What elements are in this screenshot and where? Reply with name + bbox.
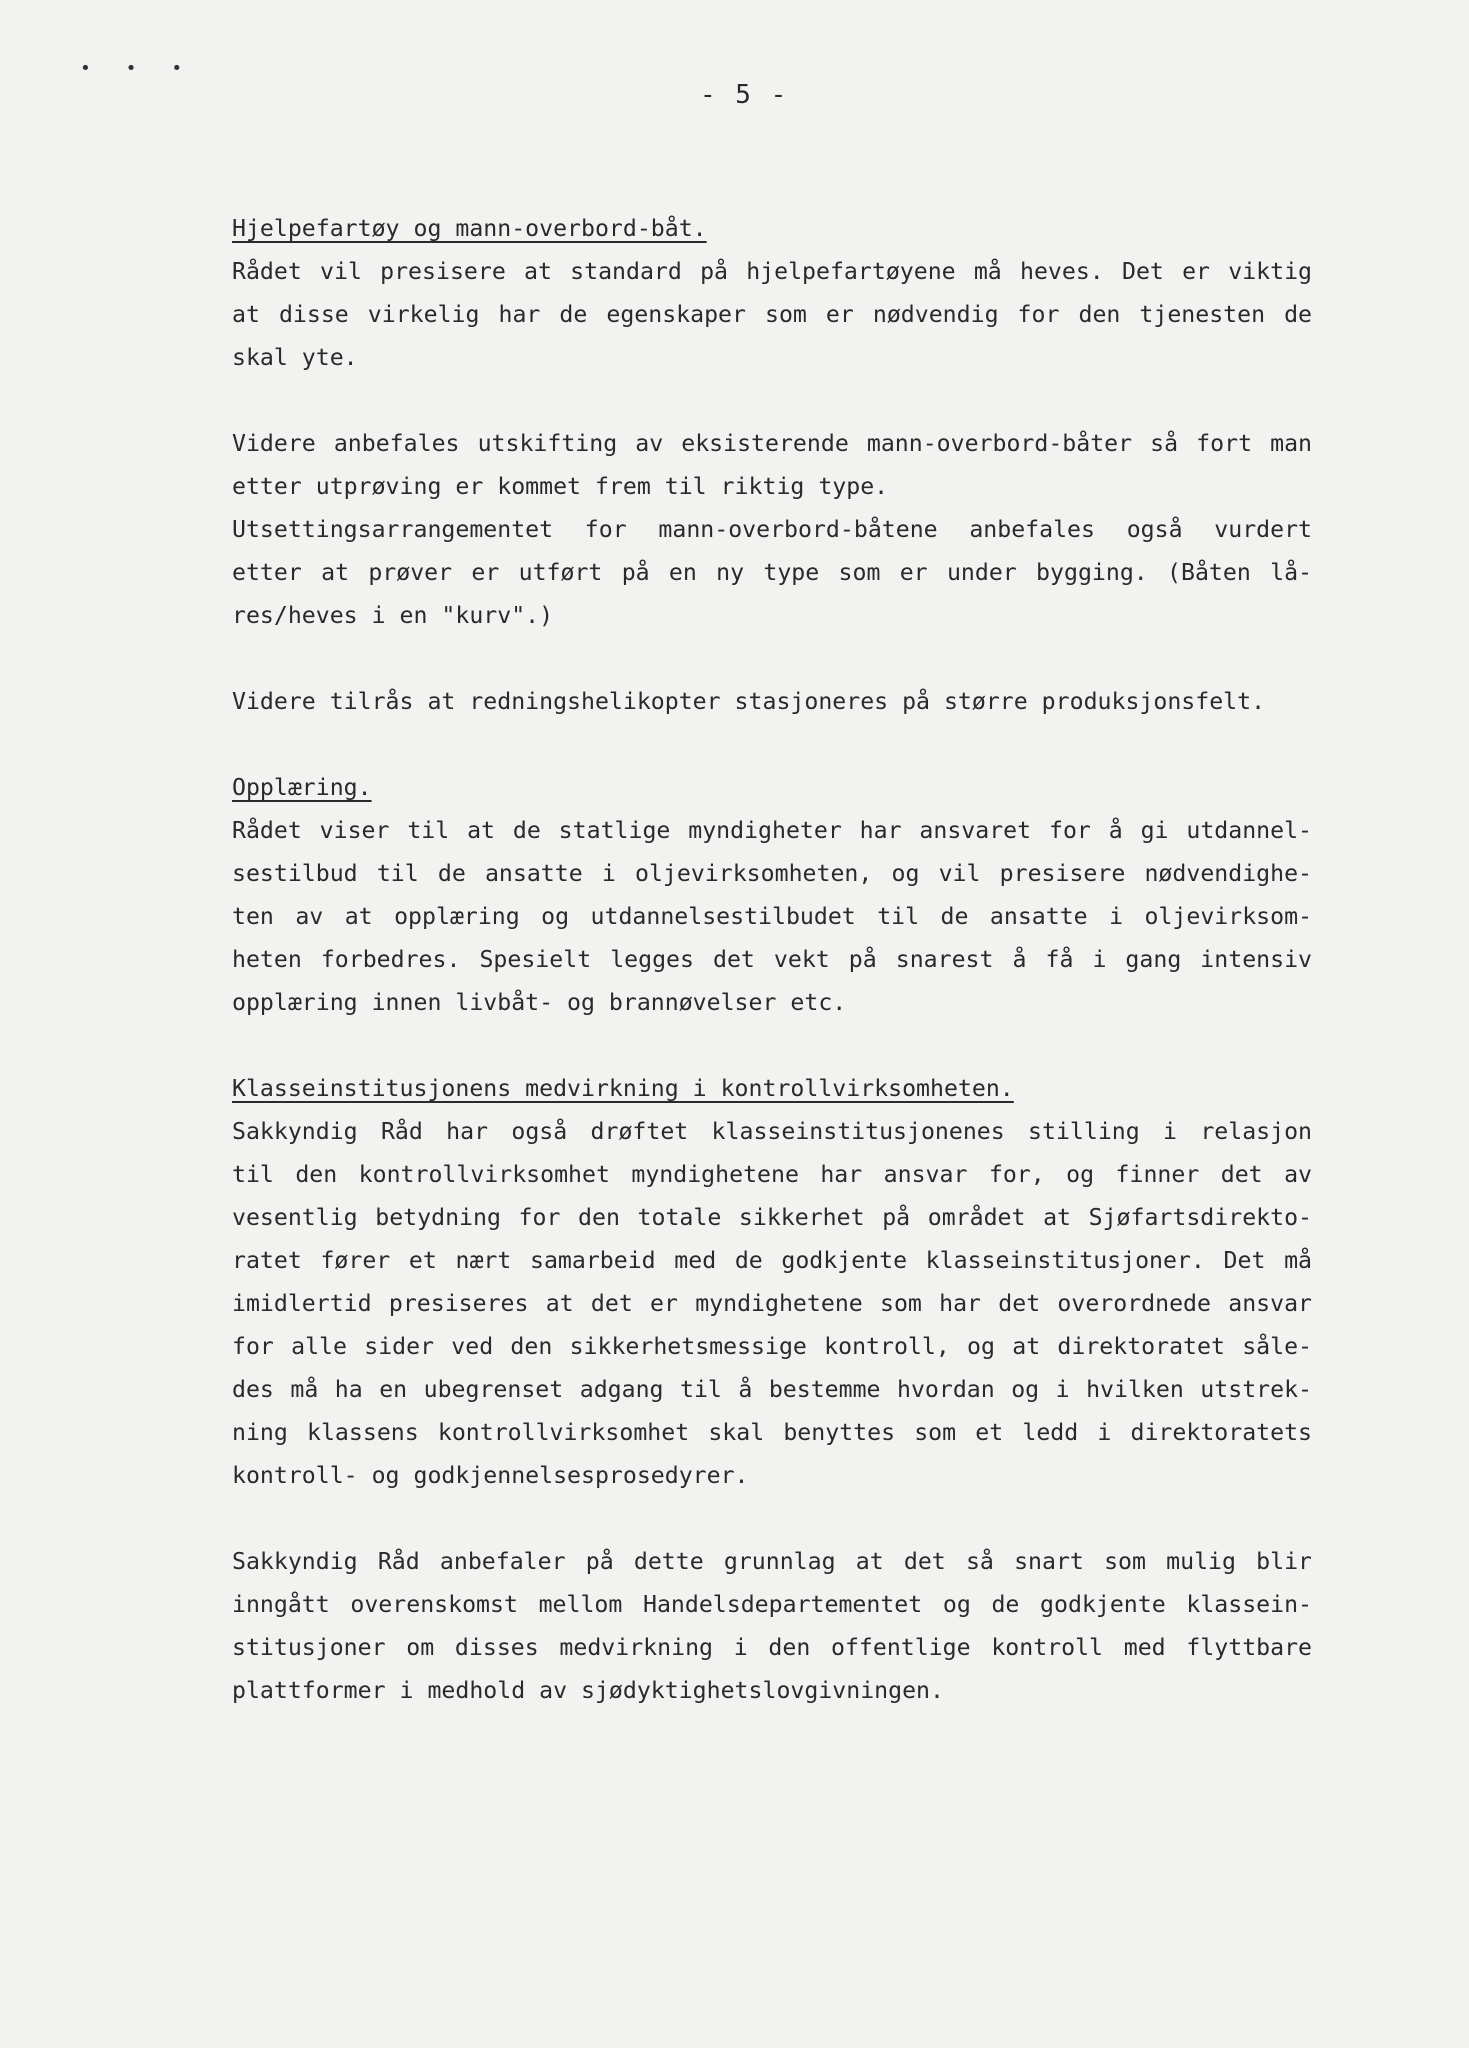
section-heading: Klasseinstitusjonens medvirkning i kontrollvirksomheten. [232,1075,1014,1102]
text-line: Rådet vil presisere at standard på hjelpefartøyene må heves. Det er viktig [232,258,1312,285]
section-heading: Opplæring. [232,774,372,801]
text-line: etter utprøving er kommet frem til riktig type. [232,473,889,500]
text-line: opplæring innen livbåt- og brannøvelser etc. [232,989,847,1016]
scan-specks: • • • [80,58,195,79]
text-line: imidlertid presiseres at det er myndighetene som har det overordnede ansvar [232,1290,1312,1317]
section-heading: Hjelpefartøy og mann-overbord-båt. [232,215,707,242]
page-number: - 5 - [700,80,789,110]
text-line: Rådet viser til at de statlige myndigheter har ansvaret for å gi utdannel- [232,817,1312,844]
text-line: ning klassens kontrollvirksomhet skal benyttes som et ledd i direktoratets [232,1419,1312,1446]
text-line: etter at prøver er utført på en ny type som er under bygging. (Båten lå- [232,559,1312,586]
text-line: heten forbedres. Spesielt legges det vekt på snarest å få i gang intensiv [232,946,1312,973]
text-line: Sakkyndig Råd anbefaler på dette grunnlag at det så snart som mulig blir [232,1548,1312,1575]
text-line: res/heves i en "kurv".) [232,602,554,629]
text-line: stitusjoner om disses medvirkning i den offentlige kontroll med flyttbare [232,1634,1312,1661]
text-line: vesentlig betydning for den totale sikkerhet på området at Sjøfartsdirekto- [232,1204,1312,1231]
text-line: at disse virkelig har de egenskaper som er nødvendig for den tjenesten de [232,301,1312,328]
text-line: ratet fører et nært samarbeid med de godkjente klasseinstitusjoner. Det må [232,1247,1312,1274]
text-line: inngått overenskomst mellom Handelsdepartementet og de godkjente klassein- [232,1591,1312,1618]
text-line: Videre anbefales utskifting av eksisterende mann-overbord-båter så fort man [232,430,1312,457]
text-line: kontroll- og godkjennelsesprosedyrer. [232,1462,749,1489]
text-line: Utsettingsarrangementet for mann-overbord-båtene anbefales også vurdert [232,516,1312,543]
text-line: Videre tilrås at redningshelikopter stasjoneres på større produksjonsfelt. [232,688,1266,715]
text-line: sestilbud til de ansatte i oljevirksomheten, og vil presisere nødvendighe- [232,860,1312,887]
document-body [232,207,1312,1712]
text-line: ten av at opplæring og utdannelsestilbudet til de ansatte i oljevirksom- [232,903,1312,930]
text-line: skal yte. [232,344,358,371]
text-line: Sakkyndig Råd har også drøftet klasseinstitusjonenes stilling i relasjon [232,1118,1312,1145]
text-line: for alle sider ved den sikkerhetsmessige kontroll, og at direktoratet såle- [232,1333,1312,1360]
text-line: des må ha en ubegrenset adgang til å bestemme hvordan og i hvilken utstrek- [232,1376,1312,1403]
text-line: plattformer i medhold av sjødyktighetslovgivningen. [232,1677,944,1704]
text-line: til den kontrollvirksomhet myndighetene har ansvar for, og finner det av [232,1161,1312,1188]
